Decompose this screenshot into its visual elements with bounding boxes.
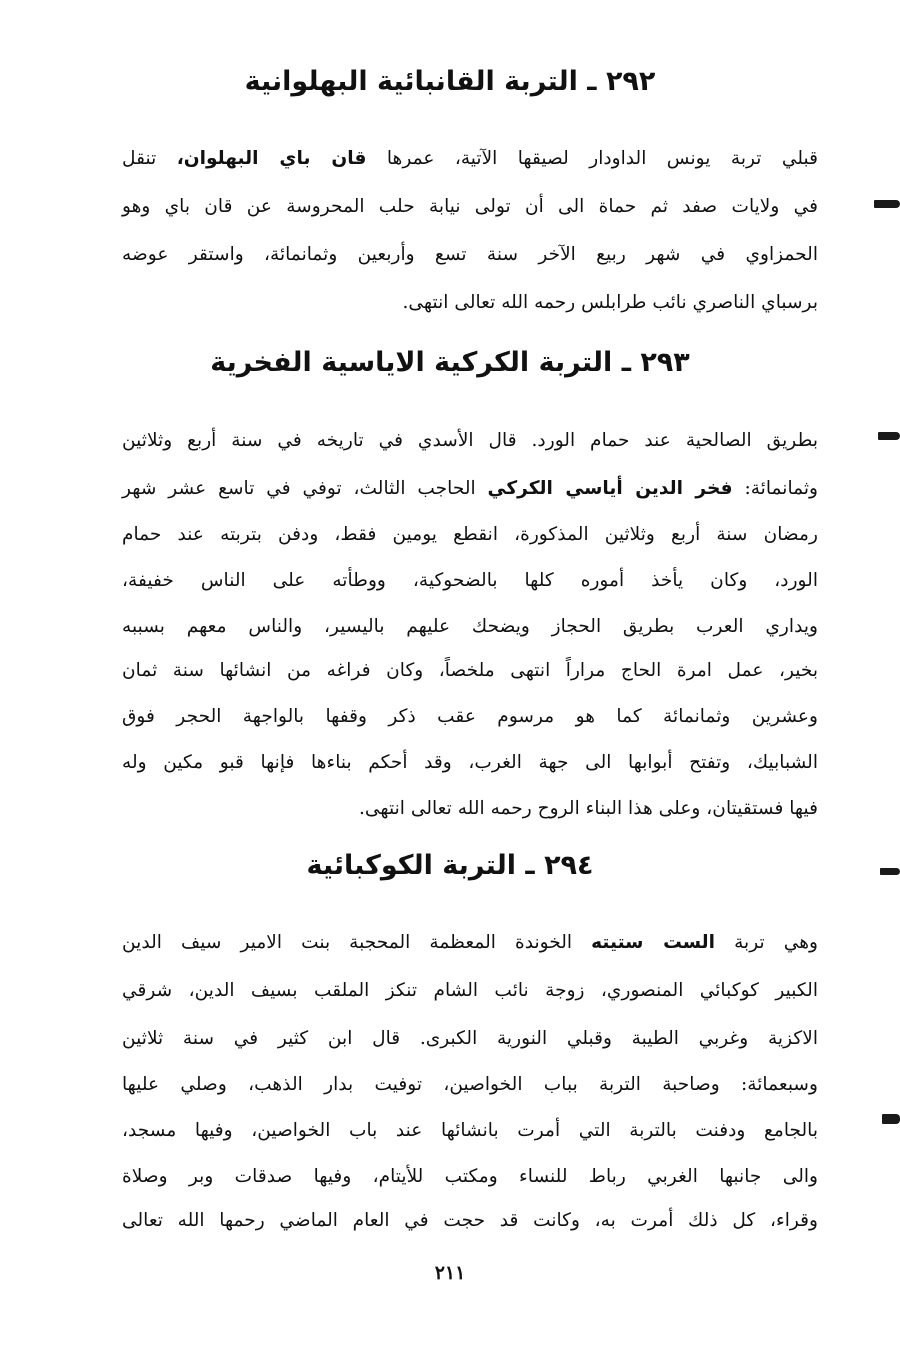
- page-number: ٢١١: [434, 1262, 466, 1284]
- section-heading-292: ٢٩٢ ـ التربة القانبائية البهلوانية: [244, 66, 656, 97]
- person-name-bold: الست ستيته: [591, 932, 716, 953]
- text-line: والى جانبها الغربي رباط للنساء ومكتب للأيتام، وفيها صدقات وبر وصلاة: [122, 1166, 818, 1187]
- text-line: رمضان سنة أربع وثلاثين المذكورة، انقطع يومين فقط، ودفن بتربته عند حمام: [122, 524, 818, 545]
- text-line: وعشرين وثمانمائة كما هو مرسوم عقب ذكر وقفها بالواجهة الحجر فوق: [122, 706, 818, 727]
- text-line: الشبابيك، وتفتح أبوابها الى جهة الغرب، وقد أحكم بناءها فإنها قبو مكين وله: [122, 752, 818, 773]
- text-line: وسبعمائة: وصاحبة التربة بباب الخواصين، توفيت بدار الذهب، وصلي عليها: [122, 1074, 818, 1095]
- person-name-bold: فخر الدين أياسي الكركي: [487, 478, 733, 499]
- text-line: الكبير كوكبائي المنصوري، زوجة نائب الشام تنكز الملقب بسيف الدين، شرقي: [122, 980, 818, 1001]
- person-name-bold: قان باي البهلوان،: [176, 148, 367, 169]
- text-fragment: وثمانمائة:: [732, 478, 819, 499]
- text-line: برسباي الناصري نائب طرابلس رحمه الله تعالى انتهى.: [402, 292, 818, 313]
- text-fragment: وهي تربة: [715, 932, 818, 953]
- margin-mark: [880, 868, 900, 875]
- text-line: بخير، عمل امرة الحاج مراراً انتهى ملخصاً، وكان فراغه من انشائها سنة ثمان: [122, 660, 818, 681]
- text-line: بطريق الصالحية عند حمام الورد. قال الأسدي في تاريخه في سنة أربع وثلاثين: [122, 430, 818, 451]
- text-line: بالجامع ودفنت بالتربة التي أمرت بانشائها عند باب الخواصين، وفيها مسجد،: [122, 1120, 818, 1141]
- text-fragment: الخوندة المعظمة المحجبة بنت الامير سيف الدين: [122, 932, 592, 953]
- text-line: فيها فستقيتان، وعلى هذا البناء الروح رحمه الله تعالى انتهى.: [358, 798, 818, 819]
- text-fragment: تنقل: [122, 148, 177, 169]
- text-line: وقراء، كل ذلك أمرت به، وكانت قد حجت في العام الماضي رحمها الله تعالى: [122, 1210, 818, 1231]
- text-line: في ولايات صفد ثم حماة الى أن تولى نيابة حلب المحروسة عن قان باي وهو: [122, 196, 818, 217]
- text-line: الورد، وكان يأخذ أموره كلها بالضحوكية، ووطأته على الناس خفيفة،: [122, 570, 818, 591]
- margin-mark: [874, 200, 900, 208]
- text-line: [122, 474, 818, 504]
- text-line: [122, 928, 818, 958]
- section-heading-294: ٢٩٤ ـ التربة الكوكبائية: [306, 850, 594, 881]
- text-line: الحمزاوي في شهر ربيع الآخر سنة تسع وأربعين وثمانمائة، واستقر عوضه: [122, 244, 818, 265]
- text-fragment: الحاجب الثالث، توفي في تاسع عشر شهر: [122, 478, 488, 499]
- margin-mark: [878, 432, 900, 440]
- text-line: [122, 144, 818, 174]
- text-line: الاكزية وغربي الطيبة وقبلي النورية الكبرى. قال ابن كثير في سنة ثلاثين: [122, 1028, 818, 1049]
- text-line: ويداري العرب بطريق الحجاز ويضحك عليهم باليسير، والناس معهم بسببه: [122, 616, 818, 637]
- margin-mark: [882, 1114, 900, 1124]
- text-fragment: قبلي تربة يونس الداودار لصيقها الآتية، عمرها: [366, 148, 818, 169]
- section-heading-293: ٢٩٣ ـ التربة الكركية الاياسية الفخرية: [210, 347, 690, 378]
